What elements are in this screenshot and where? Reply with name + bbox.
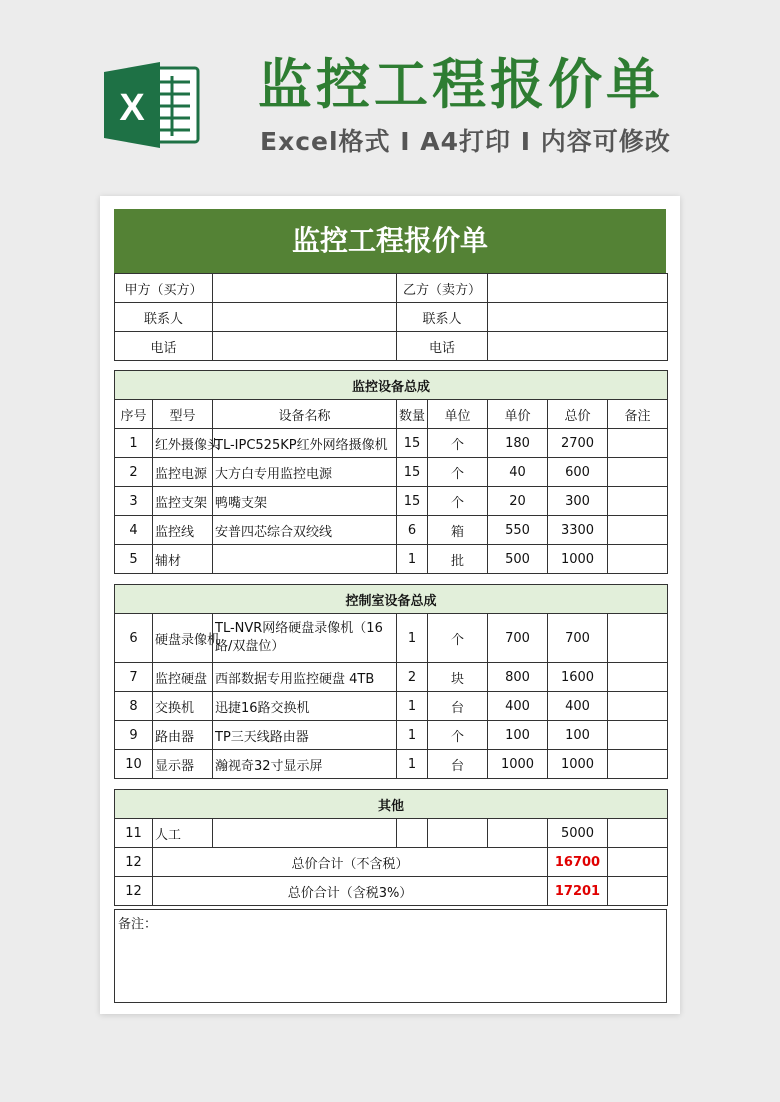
cell-model: 监控硬盘 [153,663,213,692]
cell-unit: 个 [428,429,488,458]
cell-name: TL-IPC525KP红外网络摄像机 [213,429,397,458]
section-title-monitoring: 监控设备总成 [115,371,668,400]
cell-model: 人工 [153,819,213,848]
cell-total: 1000 [548,545,608,574]
cell-total: 600 [548,458,608,487]
section-header-row [115,790,668,819]
sheet-title-banner: 监控工程报价单 [114,209,666,273]
cell-note [608,721,668,750]
cell-note [608,458,668,487]
cell-unit: 箱 [428,516,488,545]
cell-price: 20 [488,487,548,516]
buyer-contact-label: 联系人 [115,303,213,332]
cell-unit [428,819,488,848]
seller-contact-label: 联系人 [397,303,488,332]
cell-note [608,848,668,877]
cell-name: TP三天线路由器 [213,721,397,750]
cell-model: 路由器 [153,721,213,750]
excel-icon [104,62,200,148]
table-row [115,663,668,692]
cell-total: 1600 [548,663,608,692]
total-label: 总价合计（含税3%） [153,877,548,906]
cell-name [213,819,397,848]
table-row [115,545,668,574]
seller-phone-cell[interactable] [488,332,668,361]
cell-qty: 1 [397,750,428,779]
cell-no: 9 [115,721,153,750]
table-row [115,750,668,779]
cell-total: 400 [548,692,608,721]
cell-model: 监控电源 [153,458,213,487]
col-header-qty: 数量 [397,400,428,429]
table-row [115,614,668,663]
cell-price: 40 [488,458,548,487]
cell-total: 1000 [548,750,608,779]
cell-total: 5000 [548,819,608,848]
col-header-no: 序号 [115,400,153,429]
cell-no: 10 [115,750,153,779]
cell-unit: 块 [428,663,488,692]
cell-no: 7 [115,663,153,692]
section-title-control-room: 控制室设备总成 [115,585,668,614]
cell-name: 西部数据专用监控硬盘 4TB [213,663,397,692]
table-row [115,516,668,545]
cell-qty: 6 [397,516,428,545]
col-header-total: 总价 [548,400,608,429]
col-header-note: 备注 [608,400,668,429]
cell-model: 监控支架 [153,487,213,516]
cell-name: 迅捷16路交换机 [213,692,397,721]
cell-note [608,614,668,663]
cell-total: 2700 [548,429,608,458]
cell-note [608,429,668,458]
notes-box[interactable] [114,909,667,1003]
seller-phone-label: 电话 [397,332,488,361]
section-title-other: 其他 [115,790,668,819]
total-label: 总价合计（不含税） [153,848,548,877]
cell-unit: 个 [428,614,488,663]
cell-unit: 个 [428,487,488,516]
cell-unit: 台 [428,692,488,721]
buyer-phone-cell[interactable] [213,332,397,361]
total-row [115,848,668,877]
table-row [115,429,668,458]
table-row [115,721,668,750]
cell-qty: 1 [397,692,428,721]
cell-qty: 15 [397,458,428,487]
cell-no: 3 [115,487,153,516]
spacer [115,574,668,585]
cell-model: 辅材 [153,545,213,574]
cell-model: 硬盘录像机 [153,614,213,663]
cell-note [608,545,668,574]
cell-qty: 1 [397,614,428,663]
hero-title: 监控工程报价单 [258,53,664,116]
cell-total: 300 [548,487,608,516]
cell-note [608,663,668,692]
svg-text:X: X [119,87,145,129]
column-header-row [115,400,668,429]
cell-no: 8 [115,692,153,721]
table-row [115,692,668,721]
cell-note [608,877,668,906]
cell-unit: 台 [428,750,488,779]
cell-no: 6 [115,614,153,663]
cell-qty: 15 [397,429,428,458]
col-header-price: 单价 [488,400,548,429]
buyer-label: 甲方（买方） [115,274,213,303]
cell-no: 12 [115,848,153,877]
cell-price: 180 [488,429,548,458]
hero-subtitle: Excel格式 I A4打印 I 内容可修改 [260,127,671,156]
party-row [115,274,668,303]
cell-note [608,750,668,779]
cell-price: 700 [488,614,548,663]
table-row [115,458,668,487]
cell-total: 3300 [548,516,608,545]
cell-unit: 批 [428,545,488,574]
table-row [115,819,668,848]
seller-label: 乙方（卖方） [397,274,488,303]
cell-price: 550 [488,516,548,545]
party-info-table [114,273,668,361]
cell-qty: 1 [397,545,428,574]
cell-model: 显示器 [153,750,213,779]
cell-no: 5 [115,545,153,574]
items-table [114,370,668,906]
buyer-value-cell[interactable] [213,274,397,303]
cell-name: 大方白专用监控电源 [213,458,397,487]
cell-qty: 1 [397,721,428,750]
section-header-row [115,371,668,400]
col-header-model: 型号 [153,400,213,429]
cell-no: 1 [115,429,153,458]
cell-total: 100 [548,721,608,750]
cell-name: TL-NVR网络硬盘录像机（16路/双盘位） [213,614,397,663]
cell-price: 500 [488,545,548,574]
cell-price: 100 [488,721,548,750]
cell-note [608,692,668,721]
total-value: 17201 [548,877,608,906]
cell-no: 2 [115,458,153,487]
cell-model: 交换机 [153,692,213,721]
total-row [115,877,668,906]
cell-qty: 2 [397,663,428,692]
cell-model: 红外摄像头 [153,429,213,458]
cell-unit: 个 [428,721,488,750]
cell-name: 鸭嘴支架 [213,487,397,516]
section-header-row [115,585,668,614]
cell-price: 400 [488,692,548,721]
seller-value-cell[interactable] [488,274,668,303]
party-row [115,332,668,361]
table-row [115,487,668,516]
col-header-unit: 单位 [428,400,488,429]
cell-name: 安普四芯综合双绞线 [213,516,397,545]
seller-contact-cell[interactable] [488,303,668,332]
cell-no: 4 [115,516,153,545]
cell-name [213,545,397,574]
cell-price [488,819,548,848]
cell-unit: 个 [428,458,488,487]
party-row [115,303,668,332]
buyer-phone-label: 电话 [115,332,213,361]
cell-model: 监控线 [153,516,213,545]
cell-note [608,516,668,545]
cell-no: 12 [115,877,153,906]
cell-price: 1000 [488,750,548,779]
cell-total: 700 [548,614,608,663]
cell-note [608,487,668,516]
cell-name: 瀚视奇32寸显示屏 [213,750,397,779]
cell-no: 11 [115,819,153,848]
notes-label: 备注： [118,917,158,932]
total-value: 16700 [548,848,608,877]
cell-qty [397,819,428,848]
col-header-name: 设备名称 [213,400,397,429]
cell-price: 800 [488,663,548,692]
cell-note [608,819,668,848]
spacer [115,779,668,790]
buyer-contact-cell[interactable] [213,303,397,332]
cell-qty: 15 [397,487,428,516]
